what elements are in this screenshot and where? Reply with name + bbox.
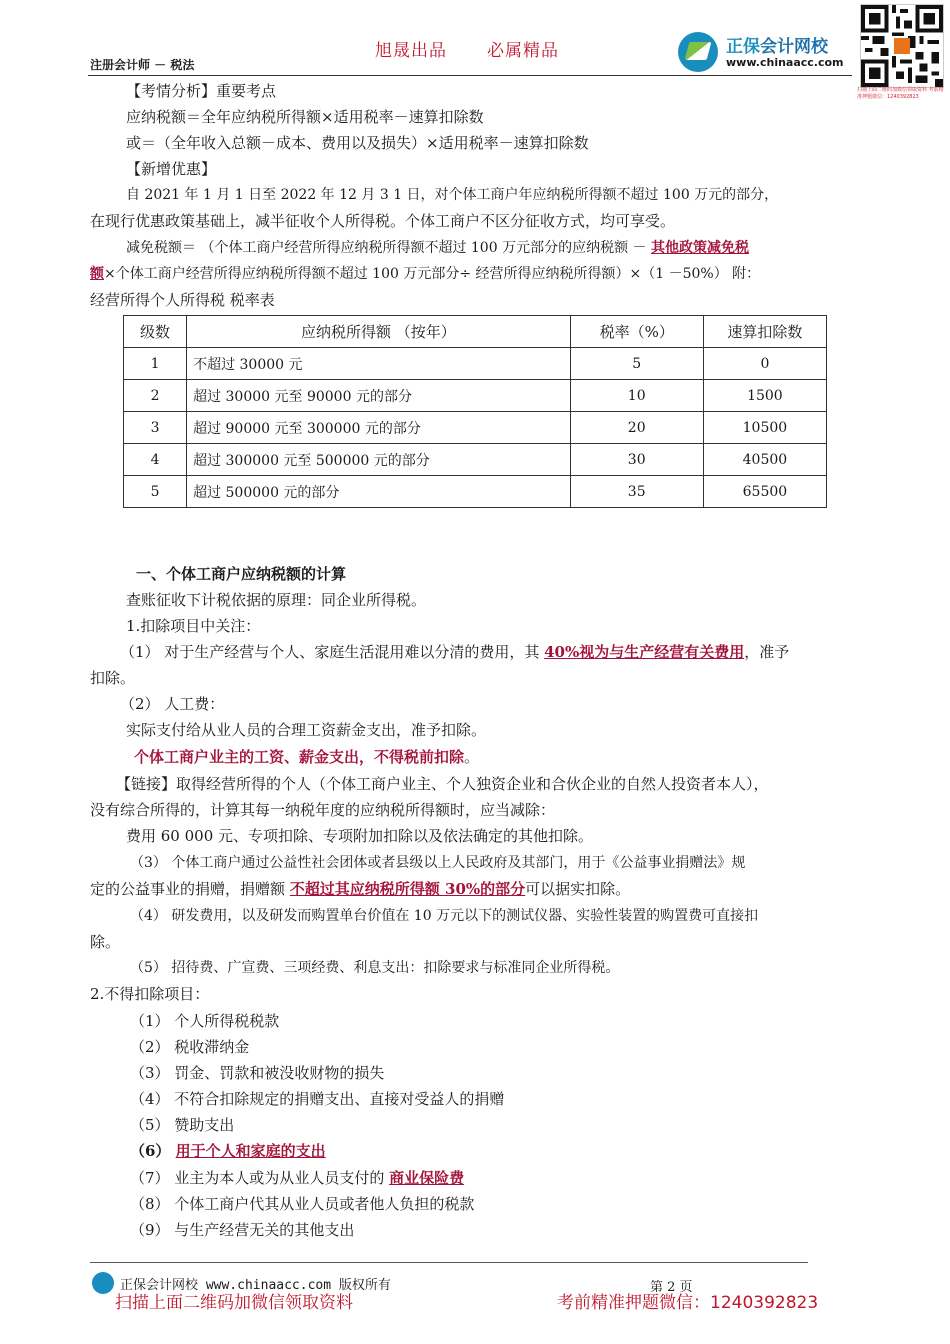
table-cell: 20 xyxy=(570,412,703,444)
table-cell: 超过 500000 元的部分 xyxy=(187,476,571,508)
logo-text: 正保会计网校 xyxy=(726,37,828,57)
table-cell: 30 xyxy=(570,444,703,476)
table-cell: 5 xyxy=(570,348,703,380)
table-cell: 超过 90000 元至 300000 元的部分 xyxy=(187,412,571,444)
highlight-text: 个体工商户业主的工资、薪金支出，不得税前扣除 xyxy=(134,748,465,766)
table-cell: 0 xyxy=(703,348,826,380)
footer-logo-icon xyxy=(92,1272,114,1294)
list-item: （6） 用于个人和家庭的支出 xyxy=(130,1142,326,1160)
footer-promo-left: 扫描上面二维码加微信领取资料 xyxy=(115,1293,353,1313)
table-cell: 超过 300000 元至 500000 元的部分 xyxy=(187,444,571,476)
list-item: （8） 个体工商户代其从业人员或者他人负担的税款 xyxy=(130,1195,475,1213)
text-line: 查账征收下计税依据的原理：同企业所得税。 xyxy=(126,591,427,609)
text-line: 扣除。 xyxy=(90,669,136,687)
table-cell: 2 xyxy=(124,380,187,412)
qr-note: 扫描上面二维码加微信领取资料 考前精准押题微信：1240392823 xyxy=(857,87,944,100)
text-line: 个体工商户业主的工资、薪金支出，不得税前扣除。 xyxy=(134,748,480,766)
logo-mark-icon xyxy=(678,32,718,72)
text-line: 自 2021 年 1 月 1 日至 2022 年 12 月 3 1 日，对个体工商户年应纳税所得额不超过 100 万元的部分， xyxy=(126,187,779,203)
column-header: 级数 xyxy=(124,316,187,348)
text-line: 2.不得扣除项目： xyxy=(90,985,210,1003)
highlight-text: 额 xyxy=(90,266,104,282)
footer-promo-right: 考前精准押题微信：1240392823 xyxy=(557,1293,819,1313)
text-line: 1.扣除项目中关注： xyxy=(126,617,261,635)
table-header-row xyxy=(124,316,827,348)
table-cell: 超过 30000 元至 90000 元的部分 xyxy=(187,380,571,412)
table-cell: 3 xyxy=(124,412,187,444)
brand-logo xyxy=(678,30,858,76)
slogan-2: 必属精品 xyxy=(487,41,559,61)
table-cell: 不超过 30000 元 xyxy=(187,348,571,380)
text-line: 【链接】取得经营所得的个人（个体工商户业主、个人独资企业和合伙企业的自然人投资者本人）， xyxy=(116,775,769,793)
table-cell: 10500 xyxy=(703,412,826,444)
text-line: 额×个体工商户经营所得应纳税所得额不超过 100 万元部分÷ 经营所得应纳税所得额）×（1 －50%） 附： xyxy=(90,266,761,282)
text-line: 除。 xyxy=(90,933,121,951)
header-slogan xyxy=(375,36,559,61)
table-cell: 35 xyxy=(570,476,703,508)
list-item: （4） 不符合扣除规定的捐赠支出、直接对受益人的捐赠 xyxy=(130,1090,505,1108)
text-line: 没有综合所得的，计算其每一纳税年度的应纳税所得额时，应当减除： xyxy=(90,801,556,819)
table-cell: 1500 xyxy=(703,380,826,412)
slogan-1: 旭晟出品 xyxy=(375,41,447,61)
header-divider xyxy=(88,75,852,76)
section-title: 一、个体工商户应纳税额的计算 xyxy=(136,565,347,583)
table-cell: 1 xyxy=(124,348,187,380)
table-row xyxy=(124,476,827,508)
text-line: 在现行优惠政策基础上，减半征收个人所得税。个体工商户不区分征收方式，均可享受。 xyxy=(90,212,676,230)
text-line: 应纳税额＝全年应纳税所得额×适用税率－速算扣除数 xyxy=(126,108,484,126)
course-title: 注册会计师 － 税法 xyxy=(90,58,195,72)
text-line: 减免税额＝ （个体工商户经营所得应纳税所得额不超过 100 万元部分的应纳税额 － 其他政策减免税 xyxy=(126,240,749,256)
table-cell: 4 xyxy=(124,444,187,476)
footer-copyright: 正保会计网校 www.chinaacc.com 版权所有 xyxy=(120,1278,391,1293)
table-cell: 65500 xyxy=(703,476,826,508)
list-item: （7） 业主为本人或为从业人员支付的 商业保险费 xyxy=(130,1169,465,1187)
text-line: 【新增优惠】 xyxy=(126,160,217,178)
list-item: （2） 税收滞纳金 xyxy=(130,1038,250,1056)
text-line: （4） 研发费用，以及研发而购置单台价值在 10 万元以下的测试仪器、实验性装置的购置费可直接扣 xyxy=(130,908,759,924)
column-header: 速算扣除数 xyxy=(703,316,826,348)
text-line: 实际支付给从业人员的合理工资薪金支出，准予扣除。 xyxy=(126,721,487,739)
table-cell: 5 xyxy=(124,476,187,508)
page-number: 第 2 页 xyxy=(650,1280,693,1295)
footer-divider xyxy=(90,1262,808,1263)
tax-rate-table xyxy=(123,315,827,508)
highlight-text: 用于个人和家庭的支出 xyxy=(175,1142,326,1160)
text-line: （2） 人工费： xyxy=(120,695,225,713)
highlight-text: 不超过其应纳税所得额 30%的部分 xyxy=(289,880,526,898)
table-row xyxy=(124,348,827,380)
table-row xyxy=(124,444,827,476)
logo-url: www.chinaacc.com xyxy=(726,56,844,69)
table-caption: 经营所得个人所得税 税率表 xyxy=(90,291,275,309)
table-row xyxy=(124,380,827,412)
list-item: （1） 个人所得税税款 xyxy=(130,1012,280,1030)
text-line: （5） 招待费、广宣费、三项经费、利息支出：扣除要求与标准同企业所得税。 xyxy=(130,960,620,976)
qr-code-icon xyxy=(860,4,944,88)
table-cell: 40500 xyxy=(703,444,826,476)
column-header: 税率（%） xyxy=(570,316,703,348)
list-item: （3） 罚金、罚款和被没收财物的损失 xyxy=(130,1064,385,1082)
highlight-text: 商业保险费 xyxy=(389,1169,465,1187)
text-line: （1） 对于生产经营与个人、家庭生活混用难以分清的费用，其 40%视为与生产经营有关费用，准予 xyxy=(120,643,790,661)
text-line: 【考情分析】重要考点 xyxy=(126,82,277,100)
highlight-text: 其他政策减免税 xyxy=(650,240,749,256)
text-line: 定的公益事业的捐赠，捐赠额 不超过其应纳税所得额 30%的部分可以据实扣除。 xyxy=(90,880,631,898)
text-line: 费用 60 000 元、专项扣除、专项附加扣除以及依法确定的其他扣除。 xyxy=(126,827,594,845)
list-item: （9） 与生产经营无关的其他支出 xyxy=(130,1221,355,1239)
list-item: （5） 赞助支出 xyxy=(130,1116,235,1134)
text-line: （3） 个体工商户通过公益性社会团体或者县级以上人民政府及其部门，用于《公益事业捐赠法》规 xyxy=(130,855,746,871)
text-line: 或＝（全年收入总额－成本、费用以及损失）×适用税率－速算扣除数 xyxy=(126,134,589,152)
table-cell: 10 xyxy=(570,380,703,412)
column-header: 应纳税所得额 （按年） xyxy=(187,316,571,348)
highlight-text: 40%视为与生产经营有关费用 xyxy=(544,643,745,661)
table-row xyxy=(124,412,827,444)
